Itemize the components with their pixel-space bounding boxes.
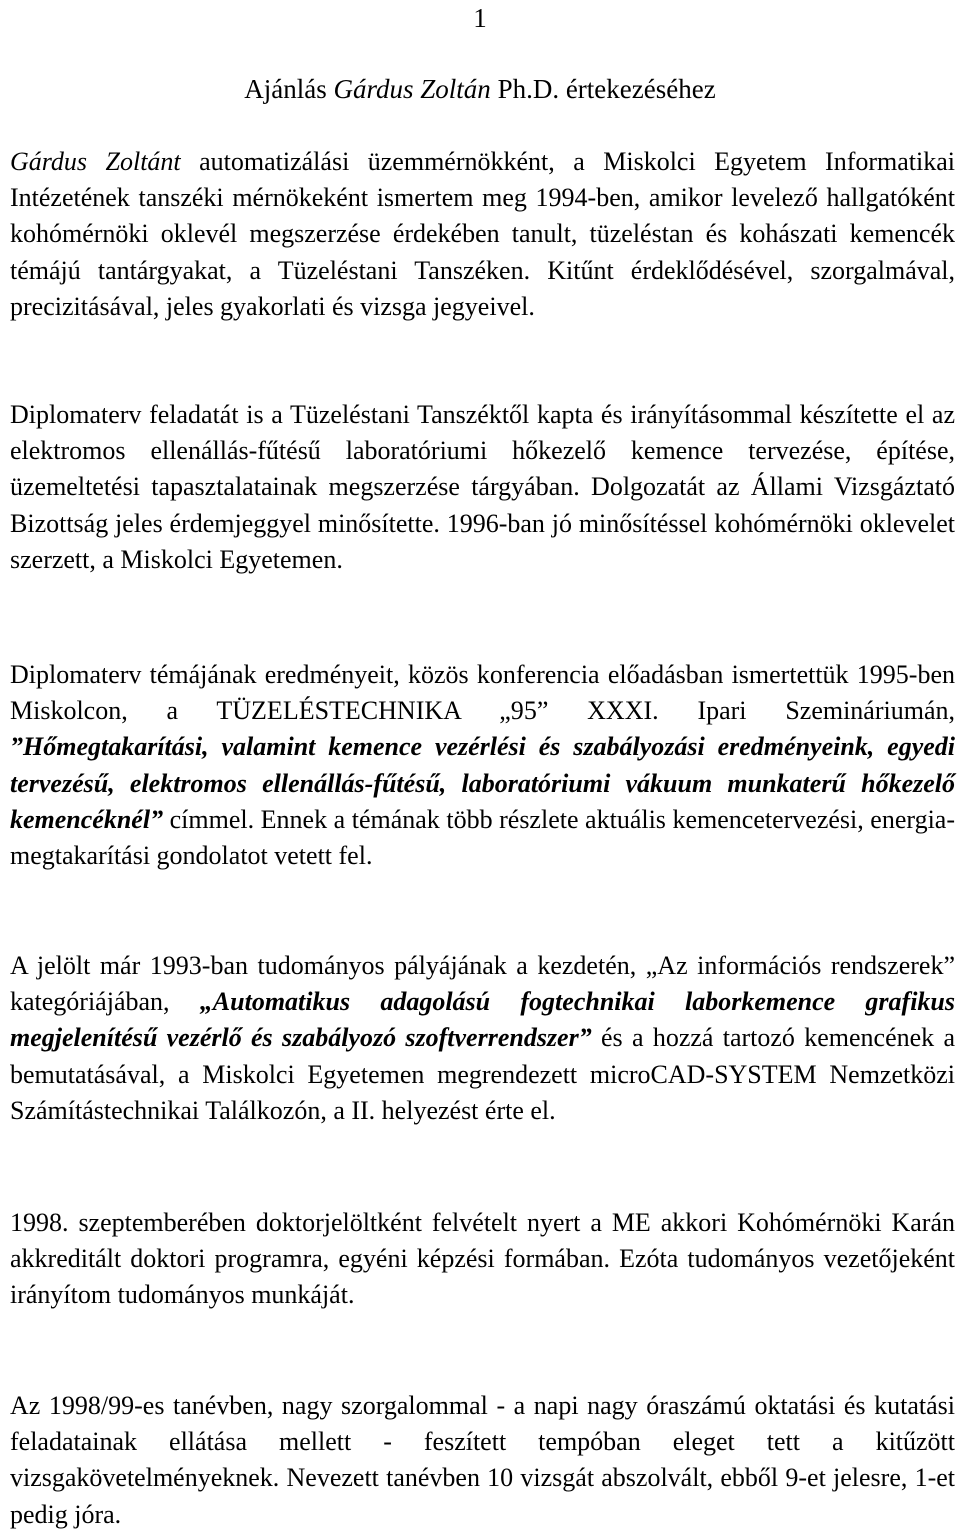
document-title: [0, 72, 960, 106]
page-number: 1: [473, 3, 487, 33]
award-project-title: „Automatikus adagolású fogtechnikai laborkemence grafikus megjelenítésű vezérlő és szabályozó szoftverrendszer”: [10, 987, 956, 1053]
title-name: Gárdus Zoltán: [333, 74, 491, 104]
paragraph-text: címmel. Ennek a témának több részlete aktuális kemencetervezési, energia-megtakarítási gondolatot vetett fel.: [10, 804, 955, 871]
conference-paper-title: ”Hőmegtakarítási, valamint kemence vezérlési és szabályozási eredményeink, egyedi tervezésű, elektromos ellenállás-fűtésű, laboratóriumi vákuum munkaterű hőkezelő kemencéknél”: [10, 732, 955, 834]
paragraph-text: és a hozzá tartozó kemencének a bemutatásával, a Miskolci Egyetemen megrendezett microCAD-SYSTEM Nemzetközi Számítástechnikai Találkozón, a II. helyezést érte el.: [10, 1023, 955, 1125]
paragraph-award: [10, 948, 955, 1129]
candidate-name: Gárdus Zoltánt: [10, 147, 181, 176]
paragraph-text: Diplomaterv témájának eredményeit, közös konferencia előadásban ismertettük 1995-ben Miskolcon, a TÜZELÉSTECHNIKA „95” XXXI. Ipari Szemináriumán,: [10, 660, 955, 726]
paragraph-text: 1998. szeptemberében doktorjelöltként felvételt nyert a ME akkori Kohómérnöki Karán akkreditált doktori programra, egyéni képzési formában. Ezóta tudományos vezetőjeként irányítom tudományos munkáját.: [10, 1208, 955, 1310]
paragraph-introduction: [10, 144, 955, 325]
paragraph-text: Diplomaterv feladatát is a Tüzeléstani Tanszéktől kapta és irányításommal készítette el az elektromos ellenállás-fűtésű laboratóriumi hőkezelő kemence tervezése, építése, üzemeltetési tapasztalatainak megszerzése tárgyában. Dolgozatát az Állami Vizsgáztató Bizottság jeles érdemjeggyel minősítette. 1996-ban jó minősítéssel kohómérnöki oklevelet szerzett, a Miskolci Egyetemen.: [10, 400, 955, 574]
paragraph-text: Az 1998/99-es tanévben, nagy szorgalommal - a napi nagy óraszámú oktatási és kutatási feladatainak ellátása mellett - feszített tempóban eleget tett a kitűzött vizsgakövetelményeknek. Nevezett tanévben 10 vizsgát abszolvált, ebből 9-et jelesre, 1-et pedig jóra.: [10, 1391, 955, 1529]
paragraph-doctoral-admission: [10, 1205, 955, 1314]
title-suffix: Ph.D. értekezéséhez: [490, 74, 716, 104]
paragraph-conference: [10, 657, 955, 874]
paragraph-text: A jelölt már 1993-ban tudományos pályájának a kezdetén, „Az információs rendszerek” kategóriájában,: [10, 951, 955, 1017]
paragraph-text: automatizálási üzemmérnökként, a Miskolci Egyetem Informatikai Intézetének tanszéki mérnökeként ismertem meg 1994-ben, amikor levelező hallgatóként kohómérnöki oklevél megszerzése érdekében tanult, tüzeléstan és kohászati kemencék témájú tantárgyakat, a Tüzeléstani Tanszéken. Kitűnt érdeklődésével, szorgalmával, precizitásával, jeles gyakorlati és vizsga jegyeivel.: [10, 147, 955, 321]
paragraph-diploma-thesis: [10, 397, 955, 578]
title-prefix: Ajánlás: [244, 74, 334, 104]
paragraph-exams: [10, 1388, 955, 1533]
